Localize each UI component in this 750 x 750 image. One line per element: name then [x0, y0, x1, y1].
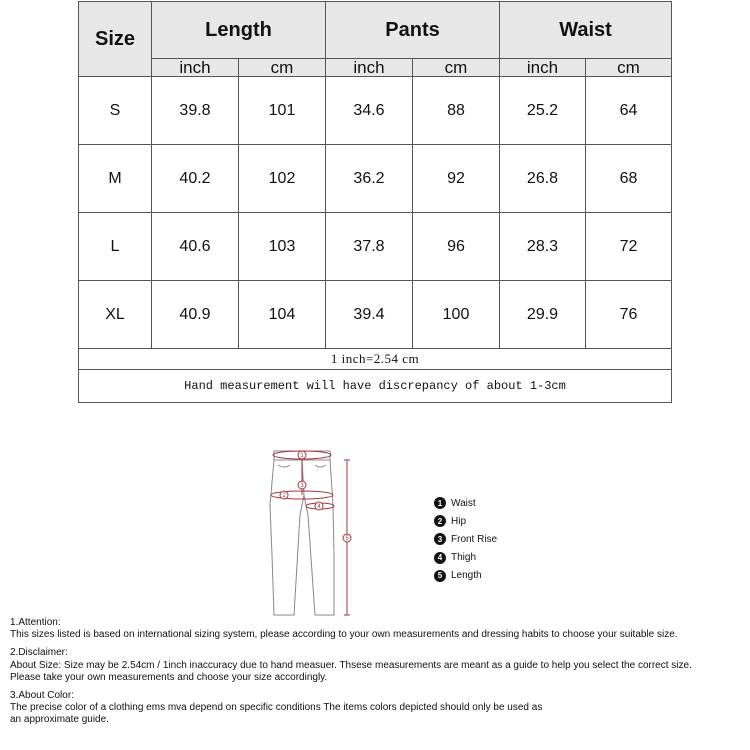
measurement-note: Hand measurement will have discrepancy of about 1-3cm — [79, 370, 672, 403]
table-cell: 64 — [586, 77, 672, 145]
unit-cell: inch — [500, 59, 586, 77]
pocket-left — [278, 465, 290, 467]
note-line: an approximate guide. — [10, 714, 109, 726]
table-cell: 104 — [239, 281, 326, 349]
note-line: About Size: Size may be 2.54cm / 1inch inaccuracy due to hand measuer. Thsese measurements are meant as a guide to help you select the correct size. — [10, 659, 692, 671]
header-length: Length — [152, 2, 326, 59]
size-cell: M — [79, 145, 152, 213]
marker-2-label: 2 — [282, 493, 286, 499]
note-color — [10, 690, 745, 727]
table-cell: 37.8 — [326, 213, 413, 281]
table-cell: 68 — [586, 145, 672, 213]
table-cell: 103 — [239, 213, 326, 281]
conversion-note: 1 inch=2.54 cm — [79, 349, 672, 370]
legend-number-icon: 3 — [434, 533, 446, 545]
marker-3-label: 3 — [300, 483, 304, 489]
size-cell: L — [79, 213, 152, 281]
legend-number-icon: 4 — [434, 552, 446, 564]
table-cell: 40.6 — [152, 213, 239, 281]
table-row — [79, 213, 672, 281]
size-cell: S — [79, 77, 152, 145]
unit-cell: inch — [326, 59, 413, 77]
table-cell: 26.8 — [500, 145, 586, 213]
unit-cell: inch — [152, 59, 239, 77]
note-title: 3.About Color: — [10, 690, 74, 702]
pants-diagram — [260, 445, 365, 620]
notes-section — [10, 617, 745, 733]
table-cell: 29.9 — [500, 281, 586, 349]
note-attention — [10, 617, 745, 641]
legend-item-hip — [434, 512, 497, 530]
note-disclaimer — [10, 647, 745, 684]
table-cell: 28.3 — [500, 213, 586, 281]
note-line: Please take your own measurements and choose your size accordingly. — [10, 671, 328, 683]
note-line: This sizes listed is based on international sizing system, please according to your own measurements and dressing habits to choose your suitable size. — [10, 629, 678, 641]
legend-item-thigh — [434, 549, 497, 567]
table-cell: 40.9 — [152, 281, 239, 349]
note-title: 2.Disclaimer: — [10, 647, 68, 659]
measurement-legend — [434, 494, 497, 585]
table-cell: 88 — [413, 77, 500, 145]
marker-1-label: 1 — [300, 453, 304, 459]
legend-label: Thigh — [451, 552, 477, 564]
table-row — [79, 281, 672, 349]
header-size: Size — [79, 2, 152, 77]
unit-cell: cm — [586, 59, 672, 77]
legend-number-icon: 2 — [434, 515, 446, 527]
unit-cell: cm — [413, 59, 500, 77]
table-cell: 72 — [586, 213, 672, 281]
legend-number-icon: 5 — [434, 570, 446, 582]
table-row — [79, 77, 672, 145]
legend-label: Waist — [451, 497, 476, 509]
legend-item-front-rise — [434, 530, 497, 548]
header-waist: Waist — [500, 2, 672, 59]
table-cell: 96 — [413, 213, 500, 281]
measure-lines — [271, 451, 350, 615]
size-cell: XL — [79, 281, 152, 349]
unit-cell: cm — [239, 59, 326, 77]
marker-4-label: 4 — [317, 504, 321, 510]
legend-label: Length — [451, 570, 482, 582]
table-cell: 100 — [413, 281, 500, 349]
size-chart-table — [78, 1, 672, 403]
pocket-right — [315, 465, 326, 467]
legend-number-icon: 1 — [434, 497, 446, 509]
table-cell: 76 — [586, 281, 672, 349]
table-cell: 40.2 — [152, 145, 239, 213]
marker-5-label: 5 — [345, 536, 349, 542]
note-title: 1.Attention: — [10, 617, 61, 628]
table-cell: 92 — [413, 145, 500, 213]
legend-item-waist — [434, 494, 497, 512]
table-cell: 34.6 — [326, 77, 413, 145]
legend-item-length — [434, 567, 497, 585]
table-cell: 39.8 — [152, 77, 239, 145]
legend-label: Hip — [451, 515, 467, 527]
note-line: The precise color of a clothing ems mva depend on specific conditions The items colors depicted should only be used as — [10, 702, 543, 714]
table-row — [79, 145, 672, 213]
legend-label: Front Rise — [451, 533, 498, 545]
table-cell: 102 — [239, 145, 326, 213]
header-pants: Pants — [326, 2, 500, 59]
table-cell: 39.4 — [326, 281, 413, 349]
table-cell: 25.2 — [500, 77, 586, 145]
table-cell: 36.2 — [326, 145, 413, 213]
table-cell: 101 — [239, 77, 326, 145]
